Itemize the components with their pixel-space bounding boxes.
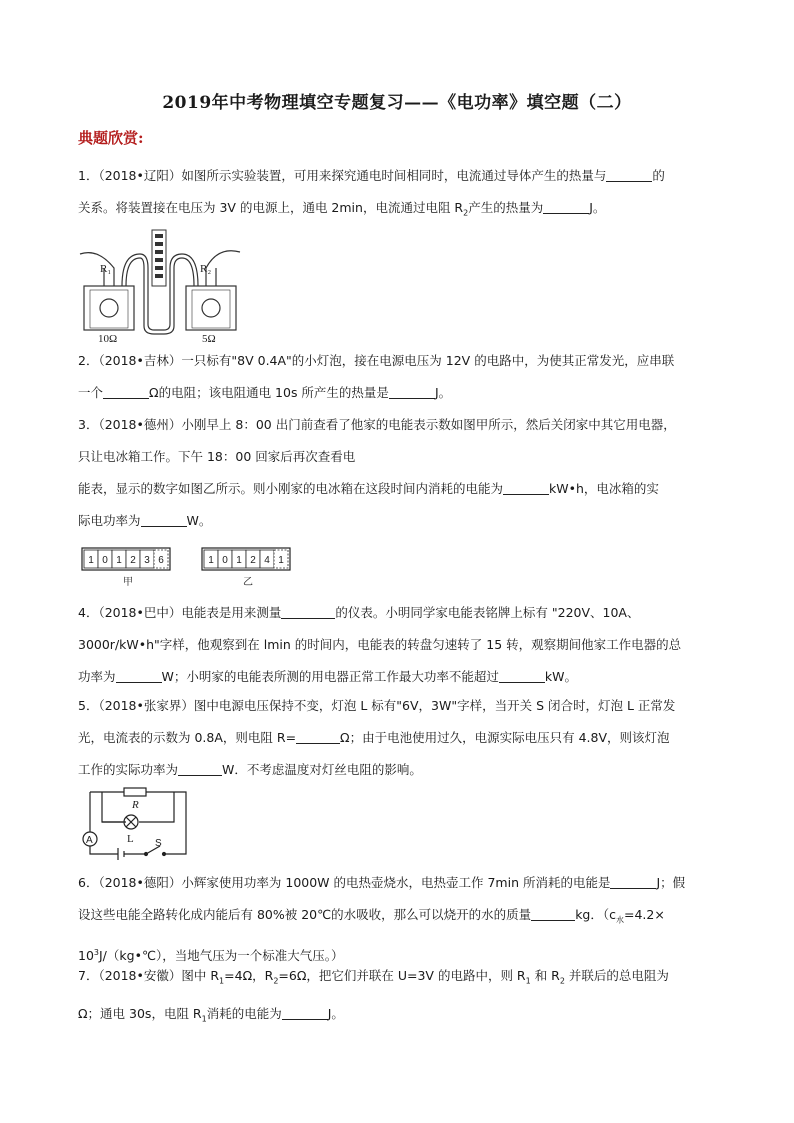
meter-digit: 1 [208,555,214,566]
meter-digit: 4 [264,555,270,566]
meter-digit: 0 [222,555,228,566]
meter-digit: 0 [102,555,108,566]
meter-digit: 1 [88,555,94,566]
question-6: 6．（2018•德阳）小辉家使用功率为 1000W 的电热壶烧水，电热壶工作 7min 所消耗的电能是 J；假 设这些电能全路转化成内能后有 80%被 20℃的水吸收，那么可以烧开的水的质量 kg．（$c_水=4.2\times$ $10^3J/(kg•℃)$，当地气压为一个标准大气压。） [78,875,686,963]
resistor-label: R [132,799,139,811]
q7-blank-1[interactable] [282,1005,328,1020]
r2-label: R₂ [200,263,212,275]
q4-blank-1[interactable] [281,604,335,619]
lamp-label: L [127,833,134,845]
meter-a-caption: 甲 [123,577,133,588]
meter-digit: 3 [144,555,150,566]
ohm-5-label: 5Ω [202,333,216,344]
question-7: 7．（2018•安徽）图中 $R_1=4\Omega$，$R_2=6\Omega$，把它们并联在 U=3V 的电路中，则 $R_1$ 和 $R_2$ 并联后的总电阻为 Ω；通电 30s，电阻 $R_1$消耗的电能为 J。 [78,968,669,1023]
q5-blank-1[interactable] [296,729,340,744]
q5-blank-2[interactable] [178,761,222,776]
question-1: 1．（2018•辽阳）如图所示实验装置，可用来探究通电时间相同时，电流通过导体产生的热量与 的 关系。将装置接在电压为 3V 的电源上，通电 2min，电流通过电阻 $R_2$产生的热量为 J。 [78,168,665,218]
meter-digit: 6 [158,555,164,566]
q6-blank-1[interactable] [610,874,656,889]
meter-digit: 1 [278,555,284,566]
q6-blank-2[interactable] [531,906,575,921]
q1-line1: 1．（2018•辽阳）如图所示实验装置，可用来探究通电时间相同时，电流通过导体产生的热量与 [78,168,607,183]
q4-blank-3[interactable] [499,668,545,683]
q3-blank-1[interactable] [503,480,549,495]
circuit-diagram-figure [78,784,190,860]
q2-blank-2[interactable] [389,384,435,399]
meter-digit: 1 [116,555,122,566]
question-2: 2．（2018•吉林）一只标有"8V 0.4A"的小灯泡，接在电源电压为 12V 的电路中，为使其正常发光，应串联 一个 Ω的电阻；该电阻通电 10s 所产生的热量是 J。 [78,353,675,400]
q2-blank-1[interactable] [103,384,149,399]
meter-digit: 2 [250,555,256,566]
section-heading: 典题欣赏: [78,129,144,147]
meter-b [202,548,290,570]
q4-blank-2[interactable] [116,668,162,683]
question-5: 5．（2018•张家界）图中电源电压保持不变，灯泡 L 标有"6V，3W"字样，当开关 S 闭合时，灯泡 L 正常发 光，电流表的示数为 0.8A，则电阻 R= Ω；由于电池使用过久，电源实际电压只有 4.8V，则该灯泡 工作的实际功率为 W．不考虑温度对灯丝电阻的影响。 [78,698,676,777]
meter-b-caption: 乙 [243,577,253,588]
ohm-10-label: 10Ω [98,333,118,344]
page-title: 2019年中考物理填空专题复习——《电功率》填空题（二） [162,93,632,113]
q1-blank-2[interactable] [543,199,589,214]
q1-blank-1[interactable] [606,167,652,182]
meter-a [82,548,170,570]
r1-label: R₁ [100,263,112,275]
q3-blank-2[interactable] [141,512,187,527]
question-3: 3．（2018•德州）小刚早上 8：00 出门前查看了他家的电能表示数如图甲所示，然后关闭家中其它用电器， 只让电冰箱工作。下午 18：00 回家后再次查看电 能表，显示的数字如图乙所示。则小刚家的电冰箱在这段时间内消耗的电能为 kW•h，电冰箱的实 际电功率为 W。 [78,417,676,528]
switch-label: S [155,838,162,849]
meter-digit: 2 [130,555,136,566]
meter-digit: 1 [236,555,242,566]
question-4: 4．（2018•巴中）电能表是用来测量 的仪表。小明同学家电能表铭牌上标有 "220V、10A、 3000r/kW•h"字样，他观察到在 lmin 的时间内，电能表的转盘匀速转了 15 转，观察期间他家工作电器的总 功率为 W；小明家的电能表所测的用电器正常工作最大功率不能超过 kW。 [78,605,682,684]
joule-heating-apparatus-figure [78,228,242,344]
energy-meter-readings-figure [78,542,294,588]
ammeter-label: A [86,835,93,846]
